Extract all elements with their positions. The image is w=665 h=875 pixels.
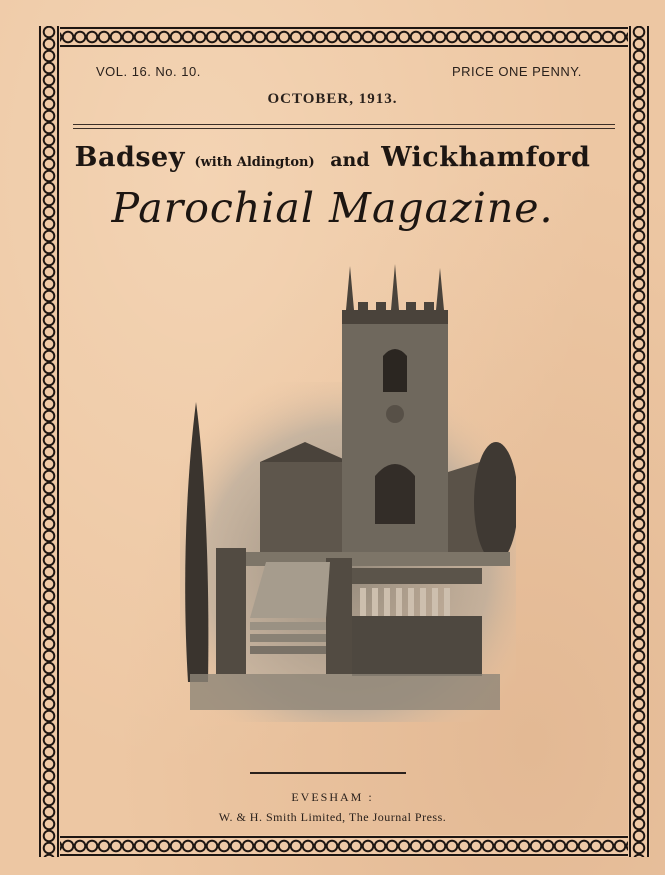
publisher-town: EVESHAM : (291, 790, 374, 804)
ornamental-border-bottom (38, 835, 650, 857)
masthead-place-wickhamford: Wickhamford (381, 142, 591, 173)
masthead-place-badsey: Badsey (74, 142, 185, 173)
magazine-subtitle: Parochial Magazine. (111, 184, 554, 232)
volume-number: VOL. 16. No. 10. (96, 64, 201, 79)
printer-line: W. & H. Smith Limited, The Journal Press. (218, 810, 447, 824)
header-rule (73, 124, 615, 125)
masthead-title (0, 142, 665, 173)
church-photograph (180, 262, 516, 722)
masthead-and: and (330, 149, 370, 171)
price-label: PRICE ONE PENNY. (452, 64, 582, 79)
header-rule (73, 128, 615, 129)
masthead-with-aldington: (with Aldington) (194, 155, 315, 170)
issue-date: OCTOBER, 1913. (267, 91, 398, 107)
footer-rule (250, 772, 406, 774)
ornamental-border-top (38, 26, 650, 48)
